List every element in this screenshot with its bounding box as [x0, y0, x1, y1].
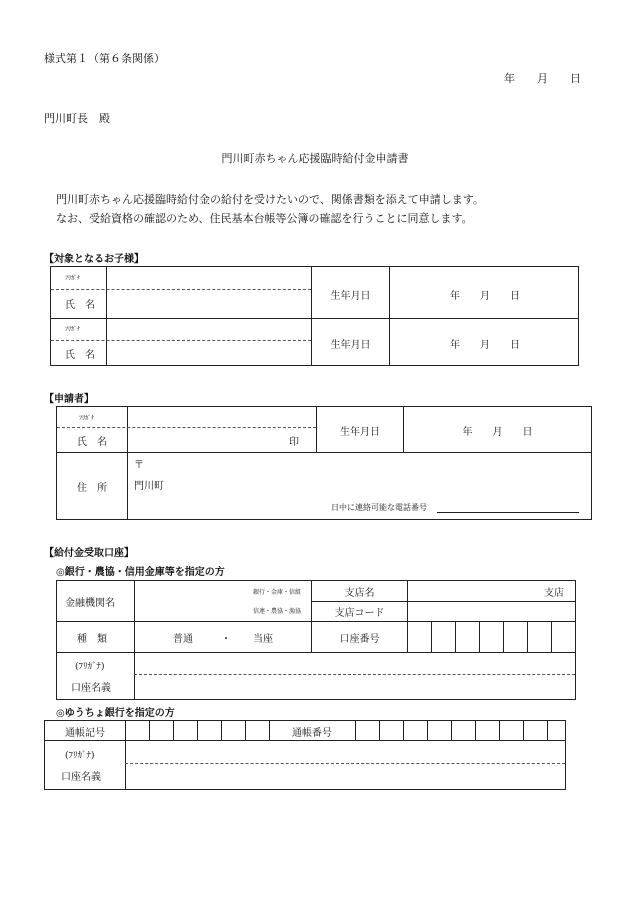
- account-furigana-input[interactable]: [136, 654, 573, 673]
- child1-furigana-input[interactable]: [108, 268, 308, 288]
- branch-name-input[interactable]: [409, 582, 539, 600]
- applicant-furigana-input[interactable]: [129, 408, 314, 426]
- type-separator: ・: [221, 634, 231, 645]
- branch-code-label: 支店コード: [334, 608, 385, 619]
- applicant-name-label: 氏 名: [77, 437, 107, 448]
- child2-name-label: 氏 名: [65, 350, 95, 361]
- child2-furigana-input[interactable]: [108, 319, 308, 339]
- child1-name-label: 氏 名: [65, 300, 95, 311]
- intro-line-1: 門川町赤ちゃん応援臨時給付金の給付を受けたいので、関係書類を添えて申請します。: [56, 193, 484, 206]
- yucho-table: [44, 720, 566, 790]
- address-label: 住 所: [77, 483, 107, 494]
- child2-name-input[interactable]: [108, 342, 308, 364]
- account-number-label: 口座番号: [339, 634, 380, 645]
- daytime-phone-label: 日中に連絡可能な電話番号: [331, 503, 427, 512]
- account-heading: 【給付金受取口座】: [44, 548, 134, 559]
- yucho-heading: ◎ゆうちょ銀行を指定の方: [56, 708, 175, 719]
- date-field[interactable]: 年 月 日: [504, 72, 581, 85]
- seal-mark: 印: [289, 437, 299, 448]
- yucho-account-name-label: 口座名義: [61, 772, 101, 783]
- applicant-name-input[interactable]: [129, 429, 289, 451]
- passbook-symbol-label: 通帳記号: [65, 728, 105, 739]
- applicant-furigana-label: ﾌﾘｶﾞﾅ: [79, 415, 95, 422]
- child2-furigana-label: ﾌﾘｶﾞﾅ: [65, 326, 81, 333]
- applicant-birthdate-label: 生年月日: [340, 427, 380, 438]
- child2-birthdate-label: 生年月日: [330, 340, 371, 351]
- account-type-label: 種 類: [77, 634, 107, 645]
- passbook-number-label: 通帳番号: [292, 728, 332, 739]
- intro-line-2: なお、受給資格の確認のため、住民基本台帳等公簿の確認を行うことに同意します。: [56, 212, 473, 225]
- passbook-symbol-input[interactable]: [126, 722, 268, 739]
- address-input[interactable]: [129, 454, 589, 494]
- yucho-furigana-label: (ﾌﾘｶﾞﾅ): [65, 751, 95, 761]
- child1-birthdate-label: 生年月日: [330, 291, 371, 302]
- inst-types-2: 信連・農協・漁協: [253, 608, 302, 615]
- account-name-input[interactable]: [136, 676, 573, 698]
- type-toza-option[interactable]: 当座: [253, 634, 273, 645]
- page-title: 門川町赤ちゃん応援臨時給付金申請書: [221, 152, 409, 165]
- addressee: 門川町長 殿: [44, 112, 110, 125]
- account-number-input[interactable]: [408, 622, 575, 651]
- child1-name-input[interactable]: [108, 291, 308, 317]
- branch-code-input[interactable]: [409, 603, 573, 620]
- child1-birthdate-input[interactable]: 年 月 日: [450, 291, 520, 302]
- type-futsu-option[interactable]: 普通: [173, 634, 193, 645]
- institution-label: 金融機関名: [65, 598, 115, 609]
- institution-input[interactable]: [136, 582, 236, 620]
- bank-account-table: [56, 580, 576, 700]
- applicant-birthdate-input[interactable]: 年 月 日: [462, 427, 533, 438]
- inst-types-1: 銀行・金庫・信組: [253, 589, 302, 596]
- bank-heading: ◎銀行・農協・信用金庫等を指定の方: [56, 567, 225, 578]
- children-table: [50, 266, 579, 366]
- branch-suffix: 支店: [544, 588, 564, 599]
- passbook-number-input[interactable]: [356, 722, 564, 739]
- account-name-label: 口座名義: [71, 683, 111, 694]
- applicant-heading: 【申請者】: [44, 394, 94, 405]
- branch-name-label: 支店名: [344, 588, 375, 599]
- applicant-table: [56, 406, 592, 520]
- daytime-phone-input[interactable]: [437, 512, 579, 513]
- town-name: 門川町: [134, 481, 164, 492]
- children-heading: 【対象となるお子様】: [44, 254, 144, 265]
- child2-birthdate-input[interactable]: 年 月 日: [450, 340, 520, 351]
- yucho-furigana-input[interactable]: [127, 742, 563, 762]
- postal-mark: 〒: [134, 460, 144, 471]
- account-furigana-label: (ﾌﾘｶﾞﾅ): [75, 662, 105, 672]
- form-number: 様式第１（第６条関係）: [44, 52, 165, 65]
- yucho-account-name-input[interactable]: [127, 765, 563, 788]
- child1-furigana-label: ﾌﾘｶﾞﾅ: [65, 275, 81, 282]
